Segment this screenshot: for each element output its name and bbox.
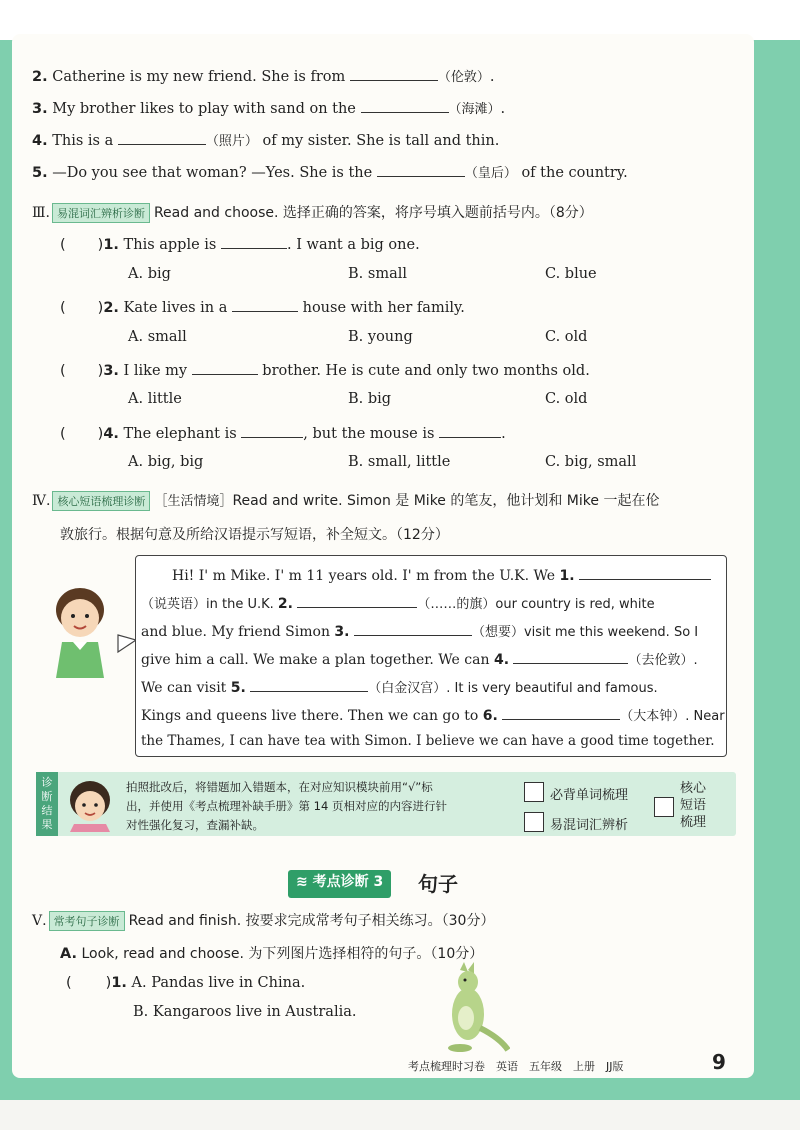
wave-icon: ≋	[296, 874, 313, 890]
passage-line	[141, 621, 698, 640]
option-b: B. big	[348, 391, 392, 407]
answer-blank[interactable]	[241, 423, 303, 438]
section-3-header	[32, 202, 593, 223]
page-number: 9	[712, 1050, 726, 1074]
passage-text: （想要）visit me this weekend. So I	[471, 625, 699, 640]
section-instruction-cont: 敦旅行。根据句意及所给汉语提示写短语，补全短文。（12分）	[60, 527, 449, 543]
section-4-header	[32, 490, 659, 511]
answer-blank[interactable]	[250, 677, 368, 692]
answer-paren-open: (	[60, 237, 66, 253]
option-c: C. big, small	[545, 454, 637, 470]
blank-number: 3.	[334, 624, 350, 640]
item-number: 3.	[32, 101, 48, 117]
question-text: brother. He is cute and only two months old.	[257, 363, 590, 379]
question-2	[60, 297, 465, 316]
item-3	[32, 98, 505, 117]
option-a: A. big, big	[128, 454, 204, 470]
checkbox-phrases[interactable]	[654, 797, 674, 817]
answer-blank[interactable]	[192, 360, 258, 375]
answer-paren-open: (	[60, 300, 66, 316]
question-text: , but the mouse is	[303, 426, 435, 442]
passage-text: Kings and queens live there. Then we can go to	[141, 708, 483, 724]
section-instruction: Read and finish. 按要求完成常考句子相关练习。（30分）	[128, 913, 495, 929]
checkbox-label: 核心	[680, 781, 707, 796]
question-number: 2.	[103, 300, 119, 316]
question-1	[60, 234, 420, 253]
option-a: A. big	[128, 266, 171, 282]
blank-number: 6.	[482, 708, 498, 724]
answer-blank[interactable]	[513, 649, 628, 664]
blank-number: 1.	[559, 568, 575, 584]
answer-paren-open: (	[60, 363, 66, 379]
item-2	[32, 66, 495, 85]
passage-line	[172, 565, 711, 584]
chinese-hint: （照片）	[205, 134, 258, 149]
item-number: 2.	[32, 69, 48, 85]
checkbox-label: 梳理	[680, 815, 707, 830]
passage-text: （大本钟）. Near	[620, 709, 725, 724]
question-3	[60, 360, 590, 379]
answer-blank[interactable]	[579, 565, 711, 580]
passage-text: give him a call. We make a plan together. We can	[141, 652, 494, 668]
option-c: C. blue	[545, 266, 597, 282]
checkbox-words[interactable]	[524, 782, 544, 802]
passage-line	[141, 593, 655, 612]
answer-paren-close: )	[97, 237, 104, 253]
passage-text: （……的旗）our country is red, white	[417, 597, 655, 612]
diagnosis-text: 出，并使用《考点梳理补缺手册》第 14 页相对应的内容进行针	[126, 799, 447, 813]
section-tag: 核心短语梳理诊断	[52, 491, 150, 511]
option-a: A. small	[128, 329, 187, 345]
diagnosis-side-text: 诊断结果	[41, 776, 53, 831]
checkbox-label: 必背单词梳理	[550, 788, 629, 803]
question-number: 1.	[111, 975, 127, 991]
option-b: B. Kangaroos live in Australia.	[133, 1004, 357, 1020]
section-5-header	[32, 910, 494, 931]
answer-paren-close: )	[97, 363, 104, 379]
item-text: My brother likes to play with sand on the	[47, 101, 356, 117]
v-question-1	[66, 975, 305, 991]
item-text: Catherine is my new friend. She is from	[47, 69, 346, 85]
checkbox-label-phrases	[680, 780, 706, 831]
passage-text: （白金汉宫）. It is very beautiful and famous.	[368, 681, 658, 696]
part-text: Look, read and choose. 为下列图片选择相符的句子。（10分）	[77, 946, 484, 962]
diagnosis-side-label	[36, 772, 58, 836]
answer-blank[interactable]	[118, 130, 206, 145]
question-text: The elephant is	[118, 426, 237, 442]
question-number: 3.	[103, 363, 119, 379]
blank-number: 5.	[230, 680, 246, 696]
girl-illustration	[62, 776, 118, 832]
answer-blank[interactable]	[297, 593, 417, 608]
passage-text: and blue. My friend Simon	[141, 624, 335, 640]
blank-number: 2.	[277, 596, 293, 612]
option-c: C. old	[545, 329, 588, 345]
blank-number: 4.	[493, 652, 510, 668]
passage-text: We can visit	[141, 680, 231, 696]
passage-line	[141, 649, 698, 668]
section-tag: 常考句子诊断	[49, 911, 125, 931]
passage-line	[141, 705, 725, 724]
question-text: house with her family.	[298, 300, 465, 316]
kaodian-title: 句子	[418, 872, 458, 896]
passage-line	[141, 677, 658, 696]
diagnosis-text: 对性强化复习，查漏补缺。	[126, 818, 264, 832]
item-text: of the country.	[516, 165, 628, 181]
question-text: .	[501, 426, 506, 442]
item-text: This is a	[47, 133, 114, 149]
section-instruction: Read and write. Simon 是 Mike 的笔友，他计划和 Mike 一起在伦	[232, 493, 660, 509]
option-c: C. old	[545, 391, 588, 407]
item-text: of my sister. She is tall and thin.	[257, 133, 500, 149]
question-text: . I want a big one.	[286, 237, 420, 253]
answer-blank[interactable]	[354, 621, 472, 636]
answer-blank[interactable]	[232, 297, 298, 312]
question-text: I like my	[118, 363, 188, 379]
answer-paren-open: (	[66, 975, 72, 991]
answer-paren-close: )	[105, 975, 112, 991]
answer-blank[interactable]	[377, 162, 465, 177]
answer-blank[interactable]	[350, 66, 438, 81]
item-5	[32, 162, 628, 181]
part-a-instruction	[60, 943, 483, 963]
kaodian-label: 考点诊断 3	[312, 874, 384, 890]
passage-text: Hi! I' m Mike. I' m 11 years old. I' m from the U.K. We	[172, 568, 560, 584]
answer-blank[interactable]	[361, 98, 449, 113]
part-label: A.	[60, 946, 77, 962]
footer-text: 考点梳理时习卷 英语 五年级 上册 JJ版	[408, 1060, 624, 1073]
answer-blank[interactable]	[439, 423, 501, 438]
answer-blank[interactable]	[502, 705, 620, 720]
option-a: A. little	[128, 391, 182, 407]
section-number: Ⅲ.	[32, 205, 50, 221]
section-number: Ⅳ.	[32, 493, 51, 509]
question-number: 4.	[103, 426, 119, 442]
option-b: B. small, little	[348, 454, 451, 470]
item-text: .	[489, 69, 495, 85]
option-b: B. small	[348, 266, 407, 282]
item-text: —Do you see that woman? —Yes. She is the	[47, 165, 373, 181]
question-text: This apple is	[118, 237, 217, 253]
kangaroo-illustration	[430, 962, 510, 1054]
boy-illustration	[40, 580, 135, 680]
passage-text: （去伦敦）.	[628, 653, 698, 668]
chinese-hint: （皇后）	[464, 166, 517, 181]
question-text: Kate lives in a	[118, 300, 228, 316]
context-label: ［生活情境］	[154, 494, 233, 509]
answer-paren-close: )	[97, 426, 104, 442]
page-bottom-margin	[0, 1100, 800, 1130]
passage-text: （说英语）in the U.K.	[141, 597, 278, 612]
checkbox-confusing[interactable]	[524, 812, 544, 832]
item-4	[32, 130, 499, 149]
section-tag: 易混词汇辨析诊断	[52, 203, 150, 223]
item-number: 4.	[32, 133, 48, 149]
chinese-hint: （伦敦）	[437, 70, 490, 85]
checkbox-label: 短语	[680, 798, 707, 813]
passage-line: the Thames, I can have tea with Simon. I believe we can have a good time together.	[141, 733, 715, 749]
answer-paren-close: )	[97, 300, 104, 316]
diagnosis-text: 拍照批改后，将错题加入错题本，在对应知识模块前用“√”标	[126, 780, 433, 794]
passage-box	[135, 555, 727, 757]
option-b: B. young	[348, 329, 413, 345]
question-number: 1.	[103, 237, 119, 253]
kaodian-badge	[288, 870, 391, 898]
section-instruction: Read and choose. 选择正确的答案，将序号填入题前括号内。（8分）	[153, 205, 593, 221]
item-text: .	[500, 101, 506, 117]
answer-blank[interactable]	[221, 234, 287, 249]
answer-paren-open: (	[60, 426, 66, 442]
question-4	[60, 423, 506, 442]
option-a: A. Pandas live in China.	[126, 975, 306, 991]
item-number: 5.	[32, 165, 48, 181]
checkbox-label: 易混词汇辨析	[550, 818, 629, 833]
chinese-hint: （海滩）	[448, 102, 501, 117]
section-number: Ⅴ.	[32, 913, 47, 929]
